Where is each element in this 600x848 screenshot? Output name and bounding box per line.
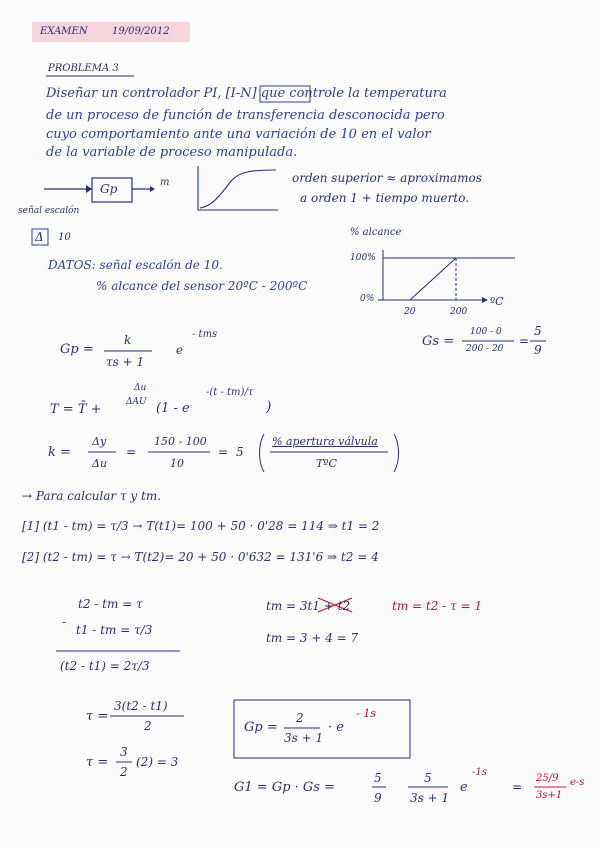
g1-eq: =	[512, 780, 523, 794]
response-curve	[200, 170, 276, 208]
calc-s2: t1 - tm = τ/3	[76, 623, 153, 637]
delta-value: 10	[58, 232, 71, 243]
gp-eq-e: e	[176, 343, 184, 357]
problem-line-4: de la variable de proceso manipulada.	[46, 145, 298, 160]
problem-line-1: Diseñar un controlador PI, [I-N] que controle la temperatura	[46, 86, 447, 101]
calc-line-2: [2] (t2 - tm) = τ → T(t2)= 20 + 50 · 0'632 = 131'6 ⇒ t2 = 4	[22, 550, 379, 564]
graph-unit: ºC	[490, 295, 504, 308]
k-paren-l	[260, 434, 265, 472]
calc-tm1: tm = 3t1 + t2	[266, 599, 351, 613]
gp-eq-lhs: Gp =	[60, 342, 94, 357]
graph-ramp	[410, 258, 456, 300]
note-line-2: a orden 1 + tiempo muerto.	[300, 191, 470, 205]
gp-label: Gp	[100, 182, 118, 196]
input-arrowhead	[86, 185, 92, 193]
gs-den: 200 - 20	[466, 344, 504, 354]
signal-label: señal escalón	[18, 206, 80, 216]
gp-eq-exp: - tms	[192, 329, 218, 340]
g1-n1: 5	[374, 771, 382, 785]
k-unit-num: % apertura válvula	[272, 435, 378, 448]
gs-rnum: 5	[534, 324, 542, 338]
tau1-den: 2	[144, 719, 152, 733]
calc-s3: (t2 - t1) = 2τ/3	[60, 659, 150, 673]
graph-title: % alcance	[350, 227, 402, 238]
tau1-num: 3(t2 - t1)	[114, 699, 168, 713]
k-eq2: =	[218, 445, 229, 459]
note-line-1: orden superior ≈ aproximamos	[292, 171, 482, 185]
g1-rnum: 25/9	[536, 773, 559, 784]
graph-x200: 200	[450, 307, 468, 317]
t-eq-frac-den: ΔAU	[126, 397, 147, 407]
calc-s1: t2 - tm = τ	[78, 597, 143, 611]
boxed-num: 2	[296, 711, 304, 725]
calc-title: → Para calcular τ y tm.	[22, 489, 162, 503]
gp-eq-den: τs + 1	[106, 355, 145, 369]
k-unit-den: TºC	[316, 457, 337, 470]
output-arrowhead	[150, 186, 155, 192]
calc-minus: -	[62, 615, 67, 629]
gs-eq: =	[519, 334, 530, 348]
k-eq1: =	[126, 445, 137, 459]
k-paren-r	[394, 434, 399, 472]
g1-n2: 5	[424, 771, 432, 785]
g1-d2: 3s + 1	[410, 791, 450, 805]
boxed-exp: - 1s	[356, 707, 376, 720]
calc-red: tm = t2 - τ = 1	[392, 599, 482, 613]
graph-x20: 20	[404, 307, 416, 317]
graph-x-arrowhead	[482, 297, 488, 303]
problem-line-3: cuyo comportamiento ante una variación de 10 en el valor	[46, 127, 431, 142]
calc-tm2: tm = 3 + 4 = 7	[266, 631, 359, 645]
k-d2: 10	[170, 457, 184, 470]
data-line-1: DATOS: señal escalón de 10.	[48, 258, 223, 272]
t-eq-frac-num: Δu	[134, 383, 147, 393]
tau2-lhs: τ =	[86, 755, 109, 770]
m-label: m	[160, 177, 170, 188]
k-d1: Δu	[92, 457, 108, 470]
problem-label: PROBLEMA 3	[48, 63, 119, 74]
t-eq-lhs: T = T̄ +	[50, 402, 102, 417]
boxed-den: 3s + 1	[284, 731, 324, 745]
boxed-lhs: Gp =	[244, 720, 278, 735]
g1-exp: -1s	[472, 767, 487, 778]
tau2-rest: (2) = 3	[136, 755, 179, 769]
g1-rden: 3s+1	[536, 790, 563, 801]
boxed-e: · e	[328, 720, 344, 735]
gs-lhs: Gs =	[422, 334, 455, 349]
g1-d1: 9	[374, 791, 382, 805]
k-n2: 150 - 100	[154, 435, 207, 448]
header-title: EXAMEN	[40, 26, 88, 37]
graph-y0: 0%	[360, 294, 375, 304]
g1-tail: e-s	[570, 777, 585, 788]
g1-e: e	[460, 780, 468, 795]
response-axes	[198, 166, 278, 210]
k-n1: Δy	[92, 435, 107, 448]
k-res: 5	[236, 445, 244, 459]
gs-rden: 9	[534, 343, 542, 357]
calc-line-1: [1] (t1 - tm) = τ/3 → T(t1)= 100 + 50 · 0'28 = 114 ⇒ t1 = 2	[22, 519, 380, 533]
delta-symbol: Δ	[35, 230, 44, 244]
t-eq-exp: -(t - tm)/τ	[206, 387, 254, 398]
tau2-num: 3	[120, 745, 128, 759]
gs-num: 100 - 0	[470, 327, 502, 337]
problem-line-2: de un proceso de función de transferencia desconocida pero	[46, 108, 445, 123]
t-eq-close: )	[266, 399, 272, 415]
header-date: 19/09/2012	[112, 26, 170, 37]
tau2-den: 2	[120, 765, 128, 779]
graph-y100: 100%	[350, 253, 376, 263]
data-line-2: % alcance del sensor 20ºC - 200ºC	[96, 279, 308, 293]
gp-eq-num: k	[124, 333, 132, 347]
g1-lhs: G1 = Gp · Gs =	[234, 780, 335, 795]
t-eq-rest: (1 - e	[156, 401, 190, 416]
k-lhs: k =	[48, 445, 71, 460]
tau1-lhs: τ =	[86, 709, 109, 724]
